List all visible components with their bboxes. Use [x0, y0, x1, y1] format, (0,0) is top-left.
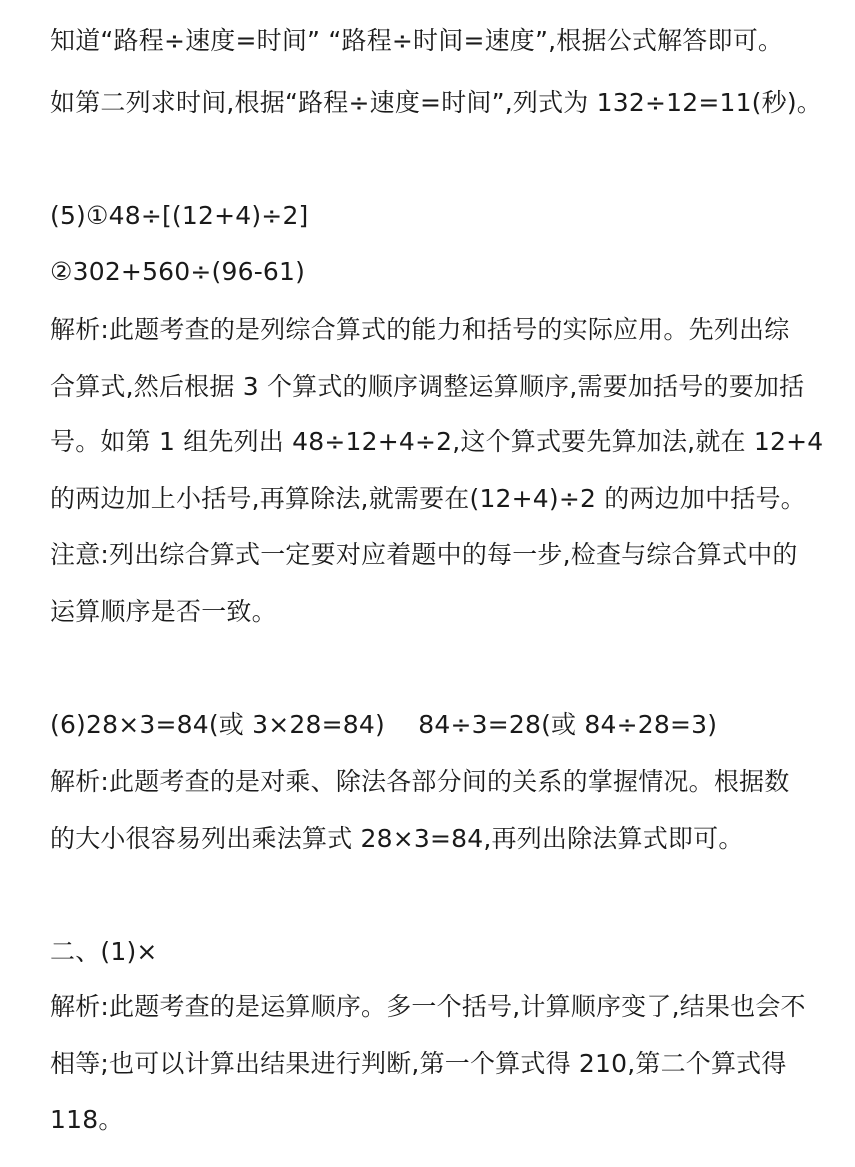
text-line: 知道“路程÷速度=时间” “路程÷时间=速度”,根据公式解答即可。: [50, 26, 784, 55]
text-line: 的大小很容易列出乘法算式 28×3=84,再列出除法算式即可。: [50, 824, 744, 853]
text-line: ②302+560÷(96-61): [50, 257, 306, 286]
text-line: (6)28×3=84(或 3×28=84) 84÷3=28(或 84÷28=3): [50, 710, 718, 739]
text-line: 118。: [50, 1105, 124, 1134]
text-line: 号。如第 1 组先列出 48÷12+4÷2,这个算式要先算加法,就在 12+4: [50, 427, 824, 456]
text-line: 相等;也可以计算出结果进行判断,第一个算式得 210,第二个算式得: [50, 1049, 787, 1078]
text-line: (5)①48÷[(12+4)÷2]: [50, 201, 309, 230]
text-line: 如第二列求时间,根据“路程÷速度=时间”,列式为 132÷12=11(秒)。: [50, 88, 822, 117]
text-line: 注意:列出综合算式一定要对应着题中的每一步,检查与综合算式中的: [50, 540, 798, 569]
text-line: 二、(1)×: [50, 937, 158, 966]
text-line: 解析:此题考查的是运算顺序。多一个括号,计算顺序变了,结果也会不: [50, 992, 806, 1021]
text-line: 合算式,然后根据 3 个算式的顺序调整运算顺序,需要加括号的要加括: [50, 372, 805, 401]
text-line: 的两边加上小括号,再算除法,就需要在(12+4)÷2 的两边加中括号。: [50, 484, 806, 513]
text-line: 解析:此题考查的是对乘、除法各部分间的关系的掌握情况。根据数: [50, 767, 790, 796]
text-line: 运算顺序是否一致。: [50, 597, 277, 626]
text-line: 解析:此题考查的是列综合算式的能力和括号的实际应用。先列出综: [50, 315, 790, 344]
